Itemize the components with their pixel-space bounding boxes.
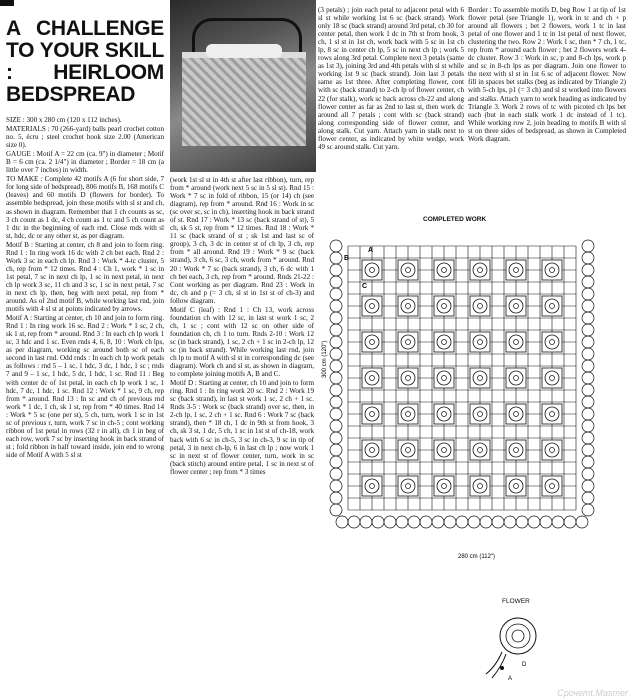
- column-1: [6, 6, 164, 460]
- height-label: 300 cm (120"): [322, 340, 328, 378]
- border-scallop: [582, 264, 594, 276]
- border-scallop: [348, 516, 360, 528]
- border-scallop: [582, 372, 594, 384]
- border-scallop: [504, 516, 516, 528]
- completed-work-diagram: [318, 216, 628, 568]
- border-scallop: [516, 516, 528, 528]
- border-scallop: [330, 312, 342, 324]
- border-scallop: [330, 240, 342, 252]
- border-scallop: [552, 516, 564, 528]
- border-scallop: [408, 516, 420, 528]
- border-scallop: [384, 516, 396, 528]
- border-scallop: [360, 516, 372, 528]
- border-scallop: [330, 396, 342, 408]
- border-scallop: [432, 516, 444, 528]
- border-scallop: [330, 324, 342, 336]
- motif-a-continued-paragraph: (work 1st sl st in 4th st after last ribbon), turn, rep from * around (work next 5 sc in 5 sl st). Rnd 15 : Work * 7 sc in fold of ribbon, 15 (or 14) ch (see diagram), rep from * around. Rnd 16 : Work in sc (sc over sc, sc in ch), inserting hook in back strand of st. Rnd 17 : Work * 13 sc (back strand of st), 5 ch, sk 5 st, rep from * 12 times. Rnd 18 : Work * 11 sc (back strand of st ; sk 1st and last sc of group), 3 ch, 3 dc in center st of ch lp, 3 ch, rep from * all around. Rnd 19 : Work * 9 sc (back strand), 3 ch, 6 sc, 3 ch, work from * around. Rnd 20 : Work * 7 sc (back strand), 3 ch, 6 dc with 1 ch bet each, 3 ch, rep from * around. Rnds 21-22 : Cont working as per diagram. Rnd 23 : Work in dc, ch and p (= 3 ch, sl st in 1st st of ch-3) and follow diagram.: [170, 176, 314, 305]
- border-scallop: [330, 384, 342, 396]
- article-title: A CHALLENGE TO YOUR SKILL : HEIRLOOM BEDSPREAD: [6, 17, 164, 106]
- border-scallop: [582, 396, 594, 408]
- border-scallop: [480, 516, 492, 528]
- border-scallop: [330, 300, 342, 312]
- label-c: C: [362, 283, 368, 290]
- border-scallop: [330, 336, 342, 348]
- border-scallop: [330, 252, 342, 264]
- border-scallop: [582, 468, 594, 480]
- border-scallop: [582, 480, 594, 492]
- border-scallop: [330, 492, 342, 504]
- to-make-paragraph: TO MAKE : Complete 42 motifs A (6 for short side, 7 for long side of bedspread), 806 motifs B, 168 motifs C (leaves) and 60 motifs D (flowers for border). To assemble bedspread, join these motifs with sl st and ch, as shown in diagram. Remember that 1 ch counts as sc, 3 ch count as 1 dc, 4 ch count as 1 tc and 5 ch count as 1 dtc in the beginning of each rnd. Close rnds with sl st, hdc, dc or any other st, as per diagram.: [6, 175, 164, 240]
- border-scallop: [582, 348, 594, 360]
- border-scallop: [582, 324, 594, 336]
- label-a: A: [368, 247, 374, 254]
- border-scallop: [330, 504, 342, 516]
- border-scallop: [468, 516, 480, 528]
- watermark: Cрочетt.Маsтеr: [557, 688, 628, 698]
- border-scallop: [582, 288, 594, 300]
- border-scallop: [582, 420, 594, 432]
- border-scallop: [336, 516, 348, 528]
- motif-a-paragraph: Motif A : Starting at center, ch 10 and join to form ring. Rnd 1 : In ring work 16 sc. Rnd 2 : Work * 1 sc, 2 ch, sk 1 st, rep from * around. Rnd 3 : In each ch lp work 1 sc, 3 hdc and 1 sc. Even rnds 4, 6, 8, 10 : Work ch lps, as per diagram, working sc around both sc of each second in last rnd. Odd rnds : In each ch lp work petals as follows : rnd 5 – 1 sc, 1 hdc, 3 dc, 1 hdc, 1 sc ; rnds 7 and 9 – 1 sc, 1 hdc, 5 dc, 1 hdc, 1 sc. Rnd 11 : Beg with center dc of 1st petal, in each ch lp work 1 sc, 1 hdc, 7 dc, 1 hdc, 1 sc. Rnd 12 : Work * 1 sc, 9 ch, rep from * around. Rnd 13 : In sc and ch of previous rnd work * 1 dc, 1 ch, sk 1 st, rep from * 40 times. Rnd 14 : Work * 5 sc (one per st), 5 ch, turn, work 1 sc in 1st sc of previous r, turn, work 7 sc in ch-5 ; cont working ribbon of 1st petal in rows (32 r in all), ch 1 in beg of each row, work 7 sc by inserting hook in back strand of st ; fold ribbon in half toward inside, join end to wrong side of Motif A with 5 sl st: [6, 314, 164, 459]
- border-scallop: [582, 432, 594, 444]
- border-scallop: [582, 492, 594, 504]
- border-scallop: [330, 444, 342, 456]
- pillow: [206, 44, 282, 58]
- border-scallop: [576, 516, 588, 528]
- motif-d-continued-paragraph: (3 petals) ; join each petal to adjacent petal with 6 sl st while working 1st 6 sc (back strand). Work only 18 sc (back strand) around 3rd petal, ch 30 for center petal, then work 1 dc in 7th st from hook, 3 ch, 1 sl st in 1st ch, work back with 5 sc in 1st ch lp, 8 sc in center ch lp, 5 sc in next ch lp ; work 5 rows along 3rd petal. Complete next 3 petals (same as 1st 3), joining 3rd and 4th petals with sl st while working 1st 9 sc (back strand). Join last 3 petals same as 1st three. After completing flower, cont with sc (back strand) to 2-ch lp of flower center, ch 22 (for stalk), work sc back across ch-22 and along flower center as far as 2nd to last st, then work dc around all 7 petals ; cont with sc (back strand) along corresponding side of flower center, and along stalk. Cut yarn. Attach yarn in stalk next to flower center, as indicated by white wedge, work 49 sc around stalk. Cut yarn.: [318, 6, 464, 151]
- border-scallop: [330, 288, 342, 300]
- border-scallop: [492, 516, 504, 528]
- border-scallop: [582, 384, 594, 396]
- border-scallop: [456, 516, 468, 528]
- flower-svg: [482, 608, 562, 683]
- border-scallop: [330, 420, 342, 432]
- border-scallop: [582, 408, 594, 420]
- border-scallop: [330, 432, 342, 444]
- border-scallop: [582, 240, 594, 252]
- border-scallop: [582, 276, 594, 288]
- column-3: [318, 6, 464, 152]
- border-scallop: [396, 516, 408, 528]
- border-scallop: [330, 348, 342, 360]
- column-4: [468, 6, 626, 144]
- motif-c-paragraph: Motif C (leaf) : Rnd 1 : Ch 13, work across foundation ch with 12 sc, in last st work 1 sc, 2 ch, 1 sc ; cont with 12 sc on other side of foundation ch, ch 1 to turn. Rnds 2-10 : Work 12 sc (in back strand), 1 sc, 2 ch + 1 sc in 2-ch lp, 12 sc (in back strand). While working last rnd, join ch lp to motif A with sl st in corresponding dc (see diagram). Work ch and sl st, as shown in diagram, to complete joining motifs A, B and C.: [170, 305, 314, 379]
- flower-label-a: A: [508, 676, 513, 682]
- border-scallop: [582, 336, 594, 348]
- border-scallop: [420, 516, 432, 528]
- border-scallop: [564, 516, 576, 528]
- width-label: 280 cm (112"): [458, 554, 496, 560]
- border-scallop: [582, 300, 594, 312]
- border-scallop: [582, 444, 594, 456]
- border-scallop: [582, 504, 594, 516]
- border-scallop: [444, 516, 456, 528]
- flower-label-d: D: [522, 662, 527, 668]
- border-scallop: [540, 516, 552, 528]
- border-scallop: [372, 516, 384, 528]
- border-scallop: [582, 252, 594, 264]
- label-b: B: [344, 255, 350, 262]
- border-scallop: [330, 456, 342, 468]
- column-2: [170, 176, 314, 477]
- motif-d-paragraph: Motif D : Starting at center, ch 10 and join to form ring. Rnd 1 : In ring work 20 sc. Rnd 2 : Work 19 sc (back strand), in last st work 1 sc, 2 ch + 1 sc. Rnds 3-5 : Work sc (back strand) over sc, then, in 2-ch lp, 1 sc, 2 ch + 1 sc. Rnd 6 : Work 7 sc (back strand), then * 18 ch, 1 dc in 9th st from hook, 3 ch, sk 3 st, 1 dc, 5 ch, 1 sc in 1st st of ch-18, work back with 6 sc in ch-5, 3 sc in ch-3, 9 sc in tip of petal, 3 in next ch-lp, 6 in last ch lp ; now work 1 sc in next st of flower center, turn, work in sc (back stitch) around entire petal, 1 sc in next st of flower center ; rep from * 3 times: [170, 379, 314, 476]
- border-scallop: [330, 408, 342, 420]
- border-scallop: [330, 276, 342, 288]
- gauge-paragraph: GAUGE : Motif A = 22 cm (ca. 9") in diameter ; Motif B = 6 cm (ca. 2 1/4") in diameter ; Border = 18 cm (a little over 7 inches) in width.: [6, 150, 164, 175]
- border-scallop: [582, 456, 594, 468]
- border-scallop: [528, 516, 540, 528]
- flower-title: FLOWER: [502, 598, 530, 605]
- border-scallop: [330, 360, 342, 372]
- border-scallop: [582, 312, 594, 324]
- border-scallop: [582, 360, 594, 372]
- flower-diagram: [482, 598, 562, 688]
- bedspread-photo: [170, 0, 316, 172]
- size-paragraph: SIZE : 300 x 280 cm (120 x 112 inches).: [6, 116, 122, 124]
- completed-work-svg: [318, 228, 628, 568]
- border-scallop: [330, 372, 342, 384]
- border-scallop: [330, 480, 342, 492]
- bed-image: [182, 52, 306, 146]
- border-scallop: [330, 468, 342, 480]
- border-paragraph: Border : To assemble motifs D, beg Row 1 at tip of 1st flower petal (see Triangle 1), work in tc and ch + p around all flowers ; bet 2 flowers, work 1 tc in last petal of one flower and 1 tc in 1st petal of next flower, clustering the two. Row 2 : Work 1 sc, then * 7 ch, 1 tc, rep from * around each flower ; bet 2 flowers work 4-dc cluster. Row 3 : Work in sc, p and 8-ch lps, work p and sc in 8-ch lps as per diagram. Join one flower to the next with sl st in 1st 6 sc of adjacent flower. Now fill in spaces bet stalks (beg as indicated by Triangle 2) with 5-ch lps, p1 (= 3 ch) and sl st worked into flowers and stalks. Attach yarn to work heading as indicated by Triangle 3. Work 2 rows of tc with picoted ch lps bet each (but in each stalk work 1 dc instead of 1 tc). While working row 2, join heading to motifs B with sl st on three sides of bedspread, as shown in Completed Work diagram.: [468, 6, 626, 143]
- materials-paragraph: MATERIALS : 70 (266-yard) balls pearl crochet cotton no. 5, écru ; steel crochet hook size 2.00 (American size 0).: [6, 125, 164, 150]
- border-scallop: [330, 264, 342, 276]
- diagram-title: COMPLETED WORK: [423, 216, 487, 223]
- motif-b-paragraph: Motif B : Starting at center, ch 8 and join to form ring. Rnd 1 : In ring work 16 dc with 2 ch bet each. Rnd 2 : Work 3 sc in each ch lp. Rnd 3 : Work * 4-tc cluster, 5 ch, rep from * 12 times. Rnd 4 : Ch 1, work * 1 sc in 1st petal, 7 sc in next ch lp, 1 sc in next petal, in next ch lp work 3 sc, 11 ch and 3 sc, 1 sc in next petal, 7 sc in next ch lp, then, beg with next petal, rep from * around. As of 2nd motif B, while working last rnd, join motifs with 4 sl st at points indicated by arrows.: [6, 240, 164, 314]
